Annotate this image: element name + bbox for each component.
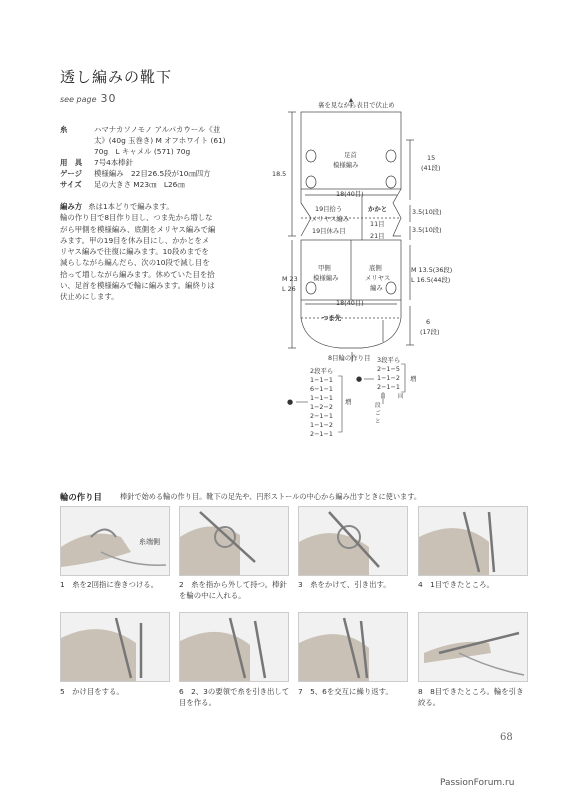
- method-line: みます。甲の19目を休み目にし、かかとをメ: [60, 235, 210, 245]
- left-inc-line: 2−1−1: [310, 430, 333, 438]
- eyelet-shape: [386, 150, 396, 162]
- sole-stitch-label: メリヤス: [365, 274, 391, 282]
- left-inc-line: 2−1−1: [310, 412, 333, 420]
- step-photo-8: [418, 612, 528, 682]
- right-sub: 目: [380, 394, 386, 400]
- step-caption-2: 2 糸を指から外して持つ。棒針を輪の中に入れる。: [179, 580, 287, 600]
- method-line: リヤス編みで往復に編みます。10段めまでを: [60, 247, 209, 257]
- right-inc-line: 2−1−5: [377, 365, 400, 373]
- step-caption-6: 6 2、3の要領で糸を引き出して目を作る。: [179, 687, 290, 707]
- step-caption-7: 7 5、6を交互に繰り返す。: [298, 687, 393, 696]
- step-photo-6: [179, 612, 289, 682]
- heel-left-edge: [301, 189, 311, 236]
- sole-stitch-label-2: 編み: [370, 284, 383, 292]
- spec-key: 用 具: [60, 158, 83, 167]
- spec-key: サイズ: [60, 180, 82, 189]
- step-photo-3: [298, 506, 408, 576]
- right-inc-line: 1−1−2: [377, 374, 400, 382]
- ankle-label: 足首: [344, 151, 357, 159]
- watermark: PassionForum.ru: [440, 778, 515, 788]
- spec-value: ハマナカソノモノ アルパカウール《並: [94, 125, 221, 134]
- eyelet-shape: [306, 176, 316, 188]
- right-sub: ご: [375, 411, 381, 417]
- method-line: 糸は1本どりで編みます。: [88, 202, 174, 211]
- method-line: 伏止めにします。: [60, 292, 119, 302]
- section-desc: 棒針で始める輪の作り目。靴下の足先や、円形ストールの中心から編み出すときに使います。: [120, 492, 422, 501]
- right-inc-line: 2−1−1: [377, 383, 400, 391]
- right-sub: 段: [375, 403, 381, 409]
- see-page-number: 30: [100, 92, 117, 105]
- rest-stitches-label: 19目休み目: [312, 227, 346, 235]
- method-line: い、足首を模様編みで輪に編みます。編終りは: [60, 281, 215, 291]
- left-inc-line: 2段平ら: [310, 367, 334, 375]
- cast-on-label: 8目輪の作り目: [328, 354, 371, 362]
- right-sub: と: [375, 419, 381, 425]
- toe-label: つま先: [322, 314, 342, 322]
- step-photo-5: [60, 612, 170, 682]
- right-sub: 回: [398, 394, 404, 400]
- right-inc-word: 増: [410, 375, 417, 383]
- dim-3-5-b: 3.5(10段): [412, 226, 442, 234]
- step-caption-8: 8 8目できたところ。輪を引き絞る。: [418, 687, 524, 707]
- left-inc-word: 増: [345, 398, 352, 406]
- spec-value: 70g L キャメル (571) 70g: [94, 147, 191, 156]
- heel-label: かかと: [368, 205, 388, 213]
- dim-6-rows: (17段): [420, 328, 440, 336]
- eyelet-shape: [306, 150, 316, 162]
- instep-stitch-label: メリヤス編み: [311, 215, 350, 223]
- page-number: 68: [500, 732, 513, 743]
- method-key: 編み方: [60, 202, 83, 211]
- yarn-end-label: 糸端側: [139, 538, 160, 546]
- step-photo-1: [60, 506, 170, 576]
- left-inc-line: 1−1−1: [310, 376, 333, 384]
- right-inc-line: 3段平ら: [377, 356, 401, 364]
- step-caption-4: 4 1目できたところ。: [418, 580, 494, 589]
- dim-3-5-a: 3.5(10段): [412, 208, 442, 216]
- left-inc-line: 1−1−1: [310, 394, 333, 402]
- dim-15: 15: [427, 154, 436, 162]
- top-note: 裏を見ながら表目で伏止め: [318, 101, 395, 109]
- heel-11-label: 11目: [370, 220, 385, 228]
- spec-value: 太》(40g 玉巻き) M オフホワイト (61): [94, 136, 226, 145]
- section-title: 輪の作り目: [60, 492, 102, 502]
- sole-side-label: 底側: [369, 264, 382, 272]
- left-inc-line: 1−1−2: [310, 421, 333, 429]
- instep-side-label: 甲側: [318, 264, 331, 272]
- eyelet-shape: [386, 176, 396, 188]
- marker-dot-left: ●: [287, 398, 294, 406]
- method-line: 輪の作り目で8目作り目し、つま先から増しな: [60, 213, 213, 223]
- dim-15-rows: (41段): [421, 164, 441, 172]
- method-line: 減らしながら編んだら、次の10段で減し目を: [60, 258, 210, 268]
- step-photo-4: [418, 506, 528, 576]
- step-photo-2: [179, 506, 289, 576]
- heel-21-label: 21目: [370, 232, 385, 240]
- heel-right-edge: [393, 189, 401, 236]
- step-caption-3: 3 糸をかけて、引き出す。: [298, 580, 391, 589]
- toe-outline: [301, 300, 401, 348]
- spec-value: 足の大きさ M23㎝ L26㎝: [94, 180, 185, 189]
- dim-m-13-5: M 13.5(36段): [411, 266, 453, 274]
- spec-key: 糸: [60, 125, 68, 134]
- dim-6: 6: [426, 318, 431, 326]
- page-title: 透し編みの靴下: [60, 68, 173, 86]
- dim-m23: M 23: [282, 275, 298, 283]
- width-label-top: 18(40目): [336, 190, 364, 198]
- dim-18-5: 18.5: [272, 170, 287, 178]
- method-line: 拾って増しながら編みます。休めていた目を拾: [60, 269, 215, 279]
- spec-key: ゲージ: [60, 169, 83, 178]
- instep-pattern-label: 模様編み: [313, 274, 339, 282]
- step-caption-5: 5 かけ目をする。: [60, 687, 124, 696]
- marker-dot-right: ●: [356, 375, 363, 383]
- instep-pickup-label: 19目拾う: [315, 205, 343, 213]
- see-page-label: see page: [60, 95, 97, 104]
- dim-l26: L 26: [282, 285, 296, 293]
- left-inc-line: 1−2−2: [310, 403, 333, 411]
- spec-value: 模様編み 22目26.5段が10㎝四方: [94, 169, 211, 178]
- width-label-bottom: 18(40目): [336, 299, 364, 307]
- spec-value: 7号4本棒針: [94, 158, 133, 167]
- ankle-pattern-label: 模様編み: [333, 161, 359, 169]
- step-caption-1: 1 糸を2回指に巻きつける。: [60, 580, 159, 589]
- left-inc-line: 6−1−1: [310, 385, 333, 393]
- method-line: がら甲側を模様編み、底側をメリヤス編みで編: [60, 224, 216, 234]
- dim-l-16-5: L 16.5(44段): [411, 276, 451, 284]
- step-photo-7: [298, 612, 408, 682]
